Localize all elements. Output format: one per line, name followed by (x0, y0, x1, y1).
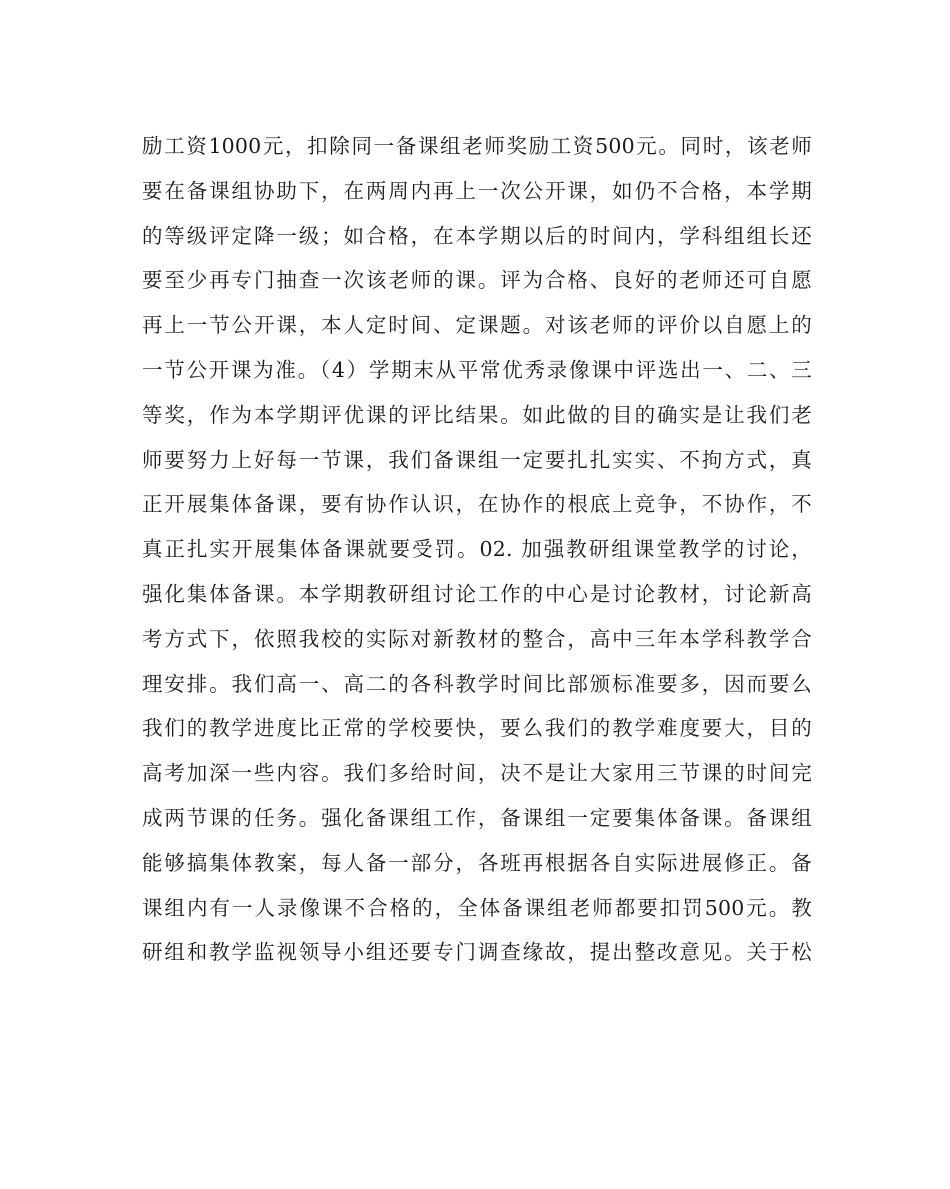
text-line-18: 课组内有一人录像课不合格的，全体备课组老师都要扣罚500元。教 (142, 895, 812, 920)
text-line-14: 我们的教学进度比正常的学校要快，要么我们的教学难度要大，目的 (142, 716, 812, 741)
text-line-10: 真正扎实开展集体备课就要受罚。02. 加强教研组课堂教学的讨论， (142, 537, 812, 562)
text-line-6: 一节公开课为准。（4）学期末从平常优秀录像课中评选出一、二、三 (142, 357, 812, 382)
text-line-8: 师要努力上好每一节课，我们备课组一定要扎扎实实、不拘方式，真 (142, 447, 812, 472)
text-line-9: 正开展集体备课，要有协作认识，在协作的根底上竞争，不协作，不 (142, 492, 812, 517)
text-line-3: 的等级评定降一级；如合格，在本学期以后的时间内，学科组组长还 (142, 223, 812, 248)
body-text (142, 124, 812, 975)
text-line-2: 要在备课组协助下，在两周内再上一次公开课，如仍不合格，本学期 (142, 178, 812, 203)
text-line-5: 再上一节公开课，本人定时间、定课题。对该老师的评价以自愿上的 (142, 313, 812, 338)
text-line-19: 研组和教学监视领导小组还要专门调查缘故，提出整改意见。关于松 (142, 940, 812, 965)
text-line-16: 成两节课的任务。强化备课组工作，备课组一定要集体备课。备课组 (142, 805, 812, 830)
text-line-13: 理安排。我们高一、高二的各科教学时间比部颁标准要多，因而要么 (142, 671, 812, 696)
text-line-11: 强化集体备课。本学期教研组讨论工作的中心是讨论教材，讨论新高 (142, 581, 812, 606)
text-line-15: 高考加深一些内容。我们多给时间，决不是让大家用三节课的时间完 (142, 761, 812, 786)
text-line-7: 等奖，作为本学期评优课的评比结果。如此做的目的确实是让我们老 (142, 402, 812, 427)
text-line-1: 励工资1000元，扣除同一备课组老师奖励工资500元。同时，该老师 (142, 134, 812, 158)
text-line-4: 要至少再专门抽查一次该老师的课。评为合格、良好的老师还可自愿 (142, 268, 812, 293)
text-line-12: 考方式下，依照我校的实际对新教材的整合，高中三年本学科教学合 (142, 626, 812, 651)
text-line-17: 能够搞集体教案，每人备一部分，各班再根据各自实际进展修正。备 (142, 850, 812, 875)
